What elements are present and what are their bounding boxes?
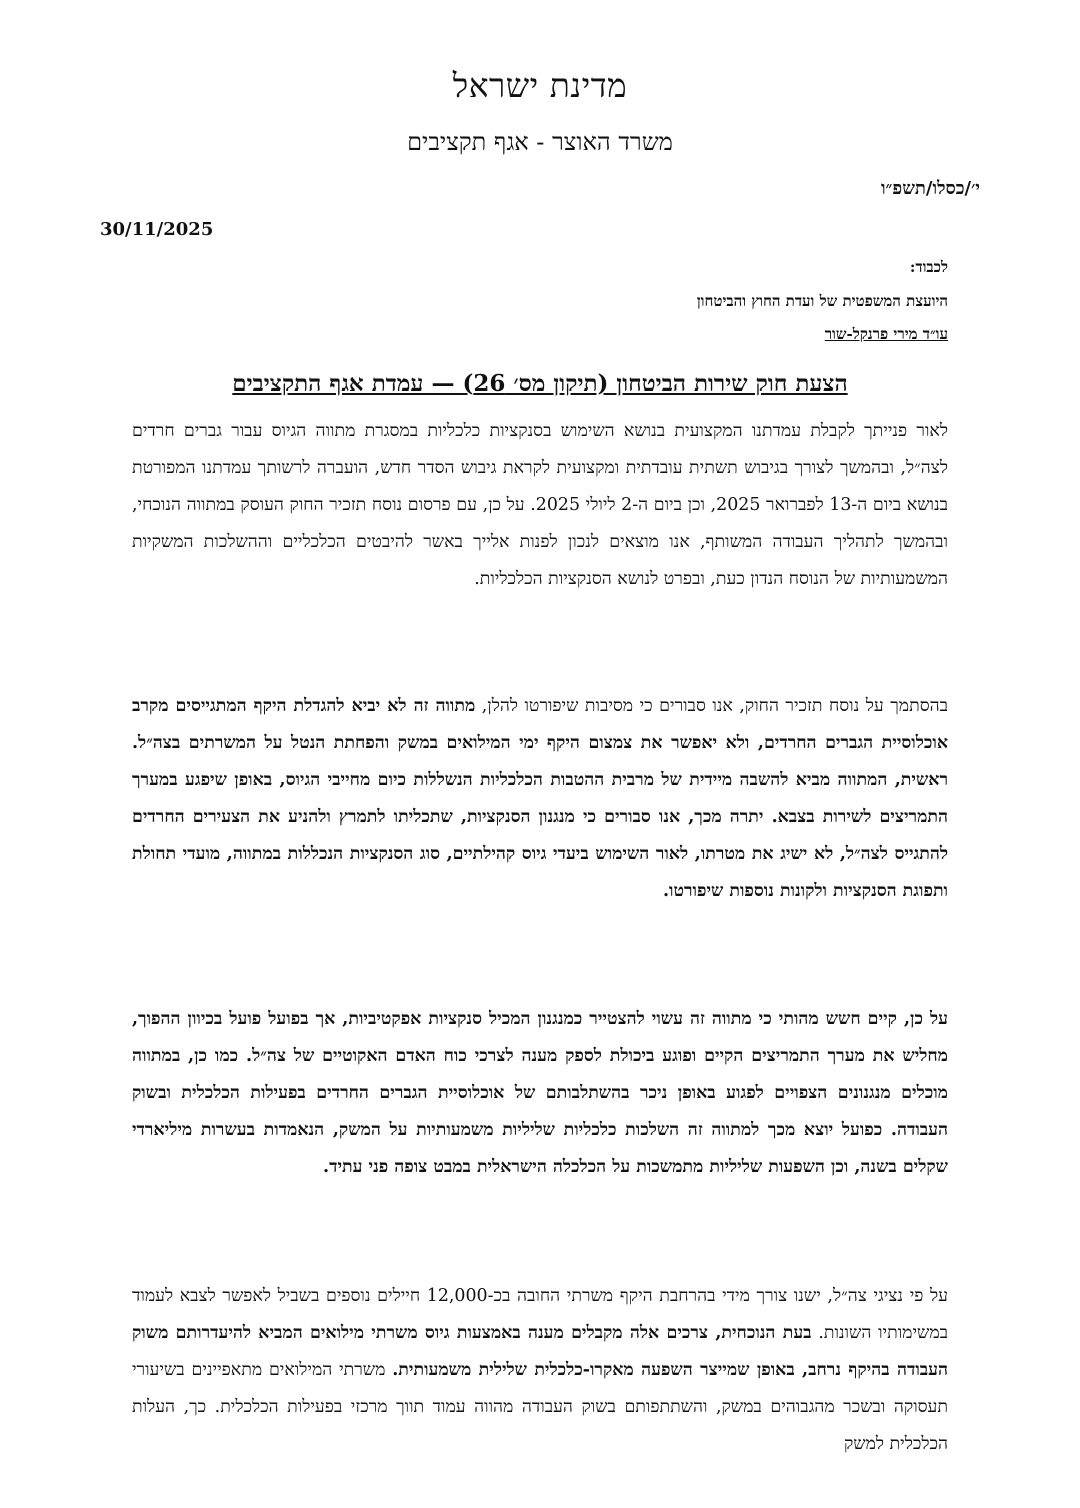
paragraph-4-regular-1: על פי נציגי צה״ל, ישנו צורך מידי בהרחבת היקף משרתי החובה בכ-12,000 חיילים נוספים בשביל לאפשר לצבא לעמוד במשימותיו השונות.: [132, 1286, 949, 1343]
subject-line: הצעת חוק שירות הביטחון (תיקון מס׳ 26) — עמדת אגף התקציבים: [232, 370, 848, 397]
paragraph-4-regular-2: משרתי המילואים מתאפיינים בשיעורי תעסוקה ובשכר מהגבוהים במשק, והשתתפותם בשוק העבודה מהווה עמוד תווך מרכזי בפעילות הכלכלית. כך, העלות הכלכלית למשק: [132, 1360, 948, 1454]
ministry-title: משרד האוצר - אגף תקציבים: [407, 128, 673, 156]
paragraph-1: לאור פנייתך לקבלת עמדתנו המקצועית בנושא השימוש בסנקציות כלכליות במסגרת מתווה הגיוס עבור גברים חרדים לצה״ל, ובהמשך לצורך בגיבוש תשתית עובדתית ומקצועית לקראת גיבוש הסדר חדש, הועברה לרשותך עמדתנו המפורטת בנושא ביום ה-13 לפברואר 2025, וכן ביום ה-2 ליולי 2025. על כן, עם פרסום נוסח תזכיר החוק העוסק במתווה הנוכחי, ובהמשך לתהליך העבודה המשותף, אנו מוצאים לנכון לפנות אלייך באשר להיבטים הכלכליים וההשלכות המשקיות המשמעותיות של הנוסח הנדון כעת, ובפרט לנושא הסנקציות הכלכליות.: [132, 421, 948, 589]
paragraph-3-text: על כן, קיים חשש מהותי כי מתווה זה עשוי להצטייר כמנגנון המכיל סנקציות אפקטיביות, אך בפועל פועל בכיוון ההפוך, מחליש את מערך התמריצים הקיים ופוגע ביכולת לספק מענה לצרכי כוח האדם האקוטיים של צה״ל. כמו כן, במתווה מוכלים מנגנונים הצפויים לפגוע באופן ניכר בהשתלבותם של אוכלוסיית הגברים החרדים בפעילות הכלכלית ובשוק העבודה. כפועל יוצא מכך למתווה זה השלכות כלכליות שליליות משמעותיות על המשק, הנאמדות בעשרות מיליארדי שקלים בשנה, וכן השפעות שליליות מתמשכות על הכלכלה הישראלית במבט צופה פני עתיד.: [132, 1009, 948, 1177]
paragraph-3: [132, 1001, 948, 1186]
paragraph-2-bold: מתווה זה לא יביא להגדלת היקף המתגייסים מקרב אוכלוסיית הגברים החרדים, ולא יאפשר את צמצום היקף ימי המילואים במשק והפחתת הנטל על המשרתים בצה״ל. ראשית, המתווה מביא להשבה מיידית של מרבית ההטבות הכלכליות הנשללות כיום מחייבי הגיוס, באופן שיפגע במערך התמריצים לשירות בצבא. יתרה מכך, אנו סבורים כי מנגנון הסנקציות, שתכליתו לתמרץ ולהניע את הצעירים החרדים להתגייס לצה״ל, לא ישיג את מטרתו, לאור השימוש ביעדי גיוס קהילתיים, סוג הסנקציות הנכללות במתווה, מועדי תחולת ותפוגת הסנקציות ולקונות נוספות שיפורטו.: [132, 696, 948, 901]
paragraph-2: [132, 688, 948, 910]
paragraph-2-regular: בהסתמך על נוסח תזכיר החוק, אנו סבורים כי מסיבות שיפורטו להלן,: [475, 696, 948, 716]
paragraph-4-bold: בעת הנוכחית, צרכים אלה מקבלים מענה באמצעות גיוס משרתי מילואים המביא להיעדרותם משוק העבודה בהיקף נרחב, באופן שמייצר השפעה מאקרו-כלכלית שלילית משמעותית.: [132, 1323, 948, 1380]
paragraph-4: [132, 1278, 948, 1463]
recipient-title: היועצת המשפטית של ועדת החוץ והביטחון: [696, 292, 948, 310]
recipient-salutation: לכבוד:: [909, 258, 948, 276]
state-title: מדינת ישראל: [452, 66, 628, 105]
hebrew-date: י׳/כסלו/תשפ״ו: [880, 178, 980, 199]
recipient-name: עו״ד מירי פרנקל-שור: [824, 325, 948, 343]
gregorian-date: 30/11/2025: [100, 219, 214, 240]
